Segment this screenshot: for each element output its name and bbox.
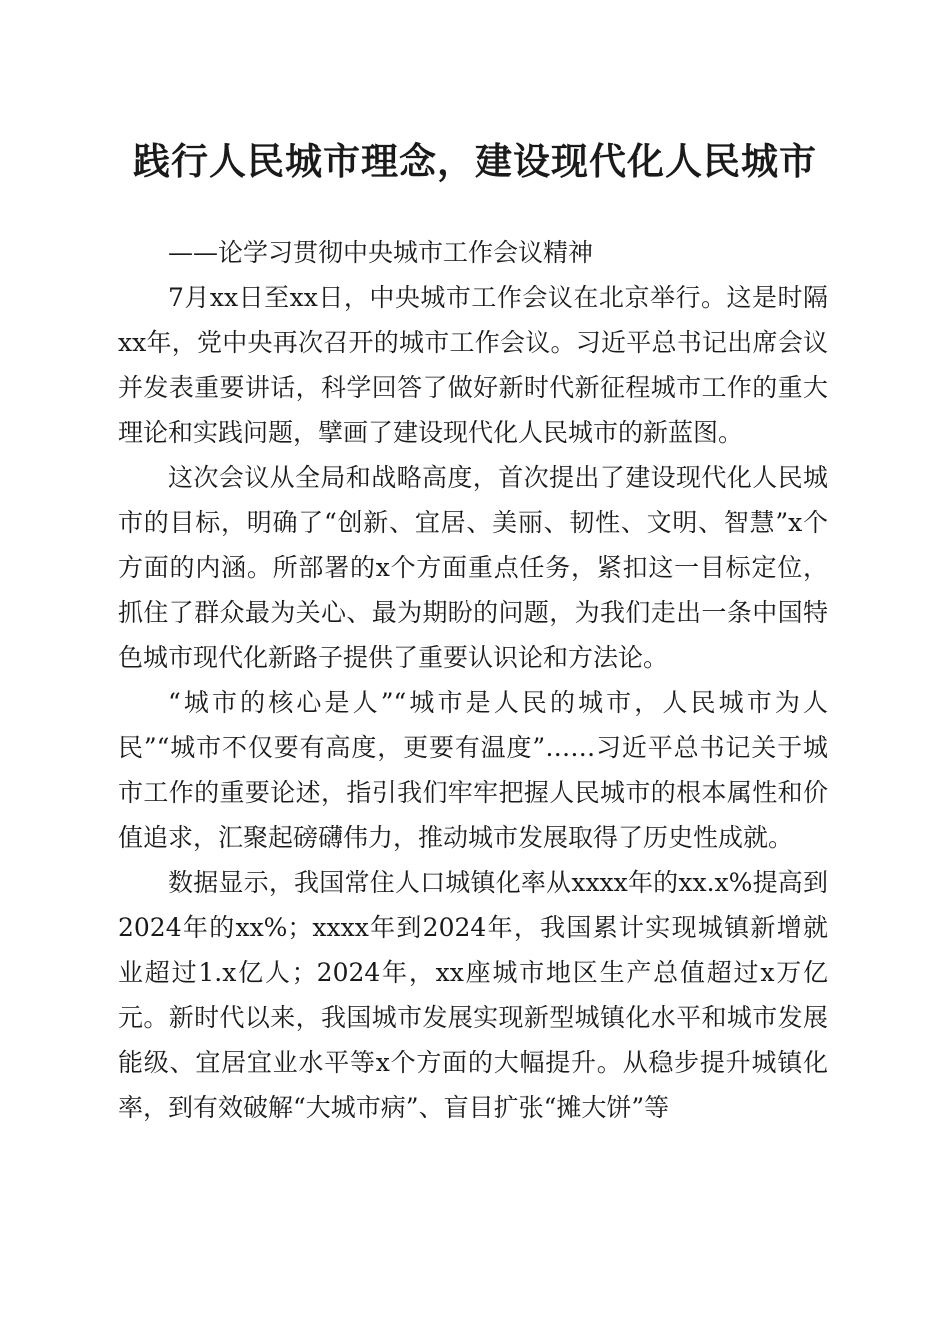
paragraph-3: “城市的核心是人”“城市是人民的城市，人民城市为人民”“城市不仅要有高度，更要有温度”……习近平总书记关于城市工作的重要论述，指引我们牢牢把握人民城市的根本属性和价值追求，汇聚起磅礴伟力，推动城市发展取得了历史性成就。 <box>118 688 828 852</box>
paragraph-4: 数据显示，我国常住人口城镇化率从xxxx年的xx.x%提高到2024年的xx%；xxxx年到2024年，我国累计实现城镇新增就业超过1.x亿人；2024年，xx座城市地区生产总值超过x万亿元。新时代以来，我国城市发展实现新型城镇化水平和城市发展能级、宜居宜业水平等x个方面的大幅提升。从稳步提升城镇化率，到有效破解“大城市病”、盲目扩张“摊大饼”等 <box>118 868 828 1122</box>
document-body <box>118 230 828 1130</box>
paragraph-1: 7月xx日至xx日，中央城市工作会议在北京举行。这是时隔xx年，党中央再次召开的城市工作会议。习近平总书记出席会议并发表重要讲话，科学回答了做好新时代新征程城市工作的重大理论和实践问题，擘画了建设现代化人民城市的新蓝图。 <box>118 283 828 447</box>
document-subtitle: ——论学习贯彻中央城市工作会议精神 <box>168 238 594 267</box>
document-title: 践行人民城市理念，建设现代化人民城市 <box>133 139 817 183</box>
paragraph-2: 这次会议从全局和战略高度，首次提出了建设现代化人民城市的目标，明确了“创新、宜居、美丽、韧性、文明、智慧”x个方面的内涵。所部署的x个方面重点任务，紧扣这一目标定位，抓住了群众最为关心、最为期盼的问题，为我们走出一条中国特色城市现代化新路子提供了重要认识论和方法论。 <box>118 463 828 672</box>
